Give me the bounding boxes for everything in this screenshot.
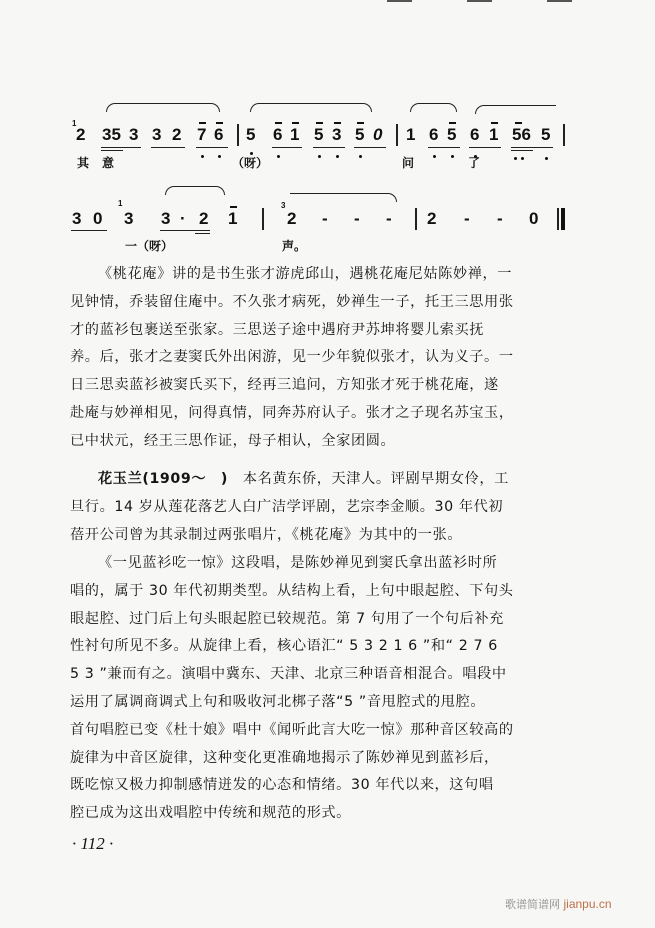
- note: 0: [529, 209, 539, 228]
- beam: [313, 147, 345, 148]
- beam: [196, 147, 228, 148]
- slur: [410, 103, 457, 112]
- octave-mark: [275, 122, 282, 124]
- page-number: · 112 ·: [72, 834, 114, 853]
- note: -: [354, 209, 360, 228]
- score-line-2: [0, 175, 655, 255]
- low-dot: [521, 157, 524, 160]
- scan-mark: [547, 0, 572, 2]
- note: 2: [287, 209, 297, 228]
- beam: [428, 147, 460, 148]
- grace-note: 1: [72, 119, 77, 128]
- beam: [272, 147, 302, 148]
- text-line: 腔已成为这出戏唱腔中传统和规范的形式。: [70, 805, 351, 822]
- text-line: 赴庵与妙禅相见，问得真情，同奔苏府认子。张才之子现名苏宝玉，: [70, 404, 514, 421]
- scan-mark: [467, 0, 492, 2]
- note: 3: [332, 125, 342, 144]
- paragraph-performer-bio: [70, 466, 570, 549]
- lyric: 问: [402, 156, 415, 170]
- text-line: 眼起腔、过门后上句头眼起腔已较规范。第 7 句用了一个句后补充: [70, 610, 504, 627]
- note: 5: [246, 125, 256, 144]
- slur: [106, 103, 220, 112]
- slur: [165, 186, 225, 195]
- text-line: 蓓开公司曾为其录制过两张唱片，《桃花庵》为其中的一张。: [70, 526, 463, 543]
- lyric: 了: [468, 156, 481, 170]
- beam: [511, 150, 533, 151]
- lyric: 声。: [282, 239, 307, 253]
- note: 1: [290, 125, 300, 144]
- low-dot: [451, 155, 454, 158]
- low-dot: [336, 155, 339, 158]
- final-bar-thick: [561, 208, 565, 230]
- text-line: 《桃花庵》讲的是书生张才游虎邱山，遇桃花庵尼姑陈妙禅，一: [98, 266, 513, 282]
- scan-mark: [387, 0, 412, 2]
- low-dot: [218, 155, 221, 158]
- text-line: 唱的，属于 30 年代初期类型。从结构上看，上句中眼起腔、下句头: [70, 582, 514, 599]
- performer-name: 花玉兰(1909～ ): [98, 471, 228, 487]
- octave-mark: [199, 122, 206, 124]
- bar-line: [396, 124, 398, 146]
- note: -: [322, 209, 328, 228]
- octave-mark: [515, 122, 522, 124]
- octave-mark: [357, 122, 364, 124]
- text-line: 已中状元，经王三思作证，母子相认，全家团圆。: [70, 432, 396, 449]
- octave-mark: [230, 206, 237, 208]
- octave-mark: [292, 122, 299, 124]
- low-dot: [277, 155, 280, 158]
- text-line: 性衬句所见不多。从旋律上看，核心语汇“ 5 3 2 1 6 ”和“ 2 7 6: [70, 638, 498, 655]
- note: 1: [406, 125, 416, 144]
- beam: [101, 150, 123, 151]
- text-line: 旦行。14 岁从莲花落艺人白广洁学评剧，艺宗李金顺。30 年代初: [70, 498, 504, 515]
- text-line: 《一见蓝衫吃一惊》这段唱，是陈妙禅见到窦氏拿出蓝衫时所: [98, 555, 498, 571]
- note: 5: [355, 125, 365, 144]
- octave-mark: [334, 122, 341, 124]
- paragraph-synopsis: [70, 261, 570, 456]
- note: 3: [152, 125, 162, 144]
- bar-line: [563, 124, 565, 146]
- note: 56: [512, 125, 531, 144]
- note: 0: [93, 209, 103, 228]
- paragraph-analysis: [70, 550, 570, 828]
- watermark-site-name: 歌谱简谱网: [505, 898, 560, 911]
- octave-mark: [216, 122, 223, 124]
- slur: [290, 193, 397, 202]
- note: 6: [273, 125, 283, 144]
- note: 5: [314, 125, 324, 144]
- note: -: [386, 209, 392, 228]
- low-dot: [545, 157, 548, 160]
- slur: [475, 105, 556, 114]
- low-dot: [318, 155, 321, 158]
- bar-line: [262, 208, 264, 230]
- beam: [195, 233, 210, 234]
- note: 3: [124, 209, 134, 228]
- beam: [469, 147, 501, 148]
- beam: [101, 147, 141, 148]
- lyric: 一（呀）: [125, 239, 174, 253]
- grace-note: 3: [281, 201, 286, 210]
- lyric: （呀）: [232, 156, 269, 170]
- slur: [250, 103, 372, 112]
- note: -: [497, 209, 503, 228]
- low-dot: [359, 155, 362, 158]
- octave-mark: [491, 122, 498, 124]
- beam: [511, 147, 553, 148]
- text-line: 日三思卖蓝衫被窦氏买下，经再三追问，方知张才死于桃花庵，遂: [70, 377, 499, 394]
- lyric: 其: [77, 156, 90, 170]
- beam: [354, 147, 386, 148]
- note: -: [464, 209, 470, 228]
- octave-mark: [449, 122, 456, 124]
- low-dot: [201, 155, 204, 158]
- note: 2: [76, 125, 86, 144]
- text-line: 花玉兰(1909～ ) 本名黄东侨，天津人。评剧早期女伶，工: [98, 471, 509, 487]
- watermark-url: jianpu.cn: [563, 897, 612, 911]
- note: 3: [129, 125, 139, 144]
- note: 35: [102, 125, 121, 144]
- text-line: 才的蓝衫包裹送至张家。三思送子途中遇府尹苏坤将婴儿索买抚: [70, 321, 485, 338]
- text-line: 旋律为中音区旋律，这种变化更准确地揭示了陈妙禅见到蓝衫后，: [70, 749, 499, 766]
- note: 5: [541, 125, 551, 144]
- note: 6: [429, 125, 439, 144]
- octave-mark: [316, 122, 323, 124]
- note: 6: [470, 125, 480, 144]
- bar-line: [415, 208, 417, 230]
- text-line: 既吃惊又极力抑制感情迸发的心态和情绪。30 年代以来，这句唱: [70, 777, 494, 794]
- text-line: 首句唱腔已变《杜十娘》唱中《闻听此言大吃一惊》那种音区较高的: [70, 721, 514, 738]
- note: 1: [228, 209, 238, 228]
- text-line: 养。后，张才之妻窦氏外出闲游，见一少年貌似张才，认为义子。一: [70, 349, 514, 366]
- note: 7: [197, 125, 207, 144]
- note: ·: [180, 209, 186, 228]
- low-dot: [433, 155, 436, 158]
- note: 2: [199, 209, 209, 228]
- score-line-1: [0, 95, 655, 170]
- beam: [160, 230, 210, 231]
- note: 2: [172, 125, 182, 144]
- lyric: 意: [102, 156, 115, 170]
- note: 1: [489, 125, 499, 144]
- beam: [151, 147, 185, 148]
- low-dot: [514, 157, 517, 160]
- final-bar-thin: [557, 208, 559, 230]
- note: 3: [72, 209, 82, 228]
- note: 0: [373, 125, 383, 144]
- beam: [71, 230, 107, 231]
- grace-note: 1: [118, 199, 123, 208]
- text-line: 5 3 ”兼而有之。演唱中冀东、天津、北京三种语音相混合。唱段中: [70, 666, 507, 683]
- text-line: 运用了属调商调式上句和吸收河北梆子落“5 ”音甩腔式的甩腔。: [70, 693, 486, 710]
- watermark: [505, 896, 612, 912]
- note: 2: [427, 209, 437, 228]
- note: 3: [161, 209, 171, 228]
- bar-line: [237, 124, 239, 146]
- note: 5: [447, 125, 457, 144]
- note: 6: [214, 125, 224, 144]
- text-line: 见钟情，乔装留住庵中。不久张才病死，妙禅生一子，托王三思用张: [70, 293, 514, 310]
